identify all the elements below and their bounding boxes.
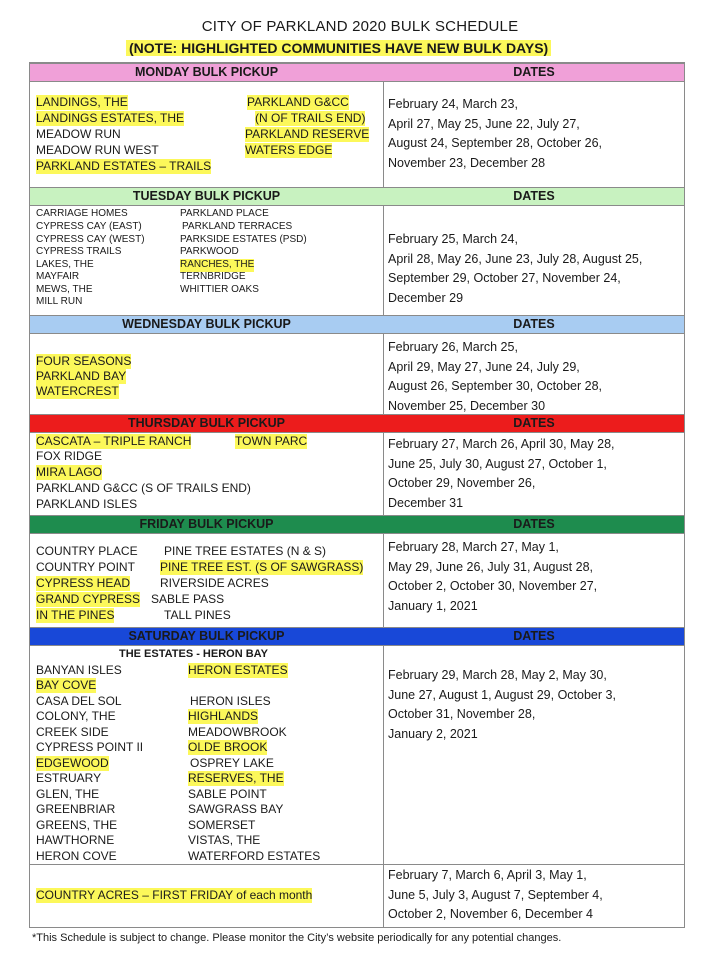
community-item: GREENBRIAR [36,802,116,816]
community-item: RIVERSIDE ACRES [160,576,269,590]
monday-dates-header: DATES [513,65,555,79]
community-item: PARKLAND G&CC (S OF TRAILS END) [36,481,251,495]
thursday-header: THURSDAY BULK PICKUP [128,416,285,430]
community-item: MEADOW RUN [36,127,121,141]
community-item: TERNBRIDGE [180,271,246,282]
community-item: PARKLAND TERRACES [182,221,293,232]
footer-note: *This Schedule is subject to change. Please monitor the City’s website periodically for any potential changes. [32,932,562,944]
community-item: (N OF TRAILS END) [255,111,366,125]
community-item: VISTAS, THE [188,833,261,847]
saturday-dates-header: DATES [513,629,555,643]
community-item: HERON COVE [36,849,117,863]
row-divider [30,864,684,865]
community-item: CASCATA – TRIPLE RANCH [36,434,192,448]
community-item: MEWS, THE [36,284,93,295]
saturday-header: SATURDAY BULK PICKUP [128,629,285,643]
community-item: BANYAN ISLES [36,663,122,677]
community-item: OLDE BROOK [188,740,268,754]
community-item: RESERVES, THE [188,771,284,785]
community-item: GRAND CYPRESS [36,592,141,606]
tuesday-header: TUESDAY BULK PICKUP [132,189,281,203]
community-item: MILL RUN [36,296,83,307]
saturday-header-row [30,627,684,646]
saturday-dates: February 29, March 28, May 2, May 30, June 27, August 1, August 29, October 3, October 31, November 28, January 2, 2021 [388,668,616,741]
community-item: CARRIAGE HOMES [36,208,128,219]
community-item: MEADOW RUN WEST [36,143,159,157]
community-item: LANDINGS ESTATES, THE [36,111,185,125]
wednesday-dates: February 26, March 25, April 29, May 27, June 24, July 29, August 26, September 30, October 28, November 25, December 30 [388,340,603,413]
community-item: ESTRUARY [36,771,102,785]
community-item: HIGHLANDS [188,709,259,723]
community-item: GREENS, THE [36,818,118,832]
community-item: HERON ISLES [190,694,271,708]
community-item: CYPRESS CAY (WEST) [36,234,145,245]
monday-header: MONDAY BULK PICKUP [134,65,279,79]
community-item: MAYFAIR [36,271,80,282]
community-item: CYPRESS POINT II [36,740,144,754]
community-item: CYPRESS TRAILS [36,246,122,257]
community-item: WHITTIER OAKS [180,284,259,295]
community-item: SABLE PASS [151,592,225,606]
community-item: EDGEWOOD [36,756,109,770]
community-item: CYPRESS CAY (EAST) [36,221,142,232]
tuesday-header-row [30,187,684,206]
community-item: OSPREY LAKE [190,756,274,770]
thursday-dates-header: DATES [513,416,555,430]
community-item: PARKWOOD [180,246,239,257]
monday-dates: February 24, March 23, April 27, May 25, June 22, July 27, August 24, September 28, October 26, November 23, December 28 [388,97,603,170]
community-item: PARKLAND G&CC [247,95,349,109]
community-item: WATERFORD ESTATES [188,849,321,863]
community-item: TOWN PARC [235,434,308,448]
community-item: PARKLAND ESTATES – TRAILS [36,159,212,173]
community-item: WATERCREST [36,384,119,398]
schedule-table [29,62,685,928]
saturday-subheader: THE ESTATES - HERON BAY [119,648,268,660]
tuesday-dates: February 25, March 24, April 28, May 26, June 23, July 28, August 25, September 29, October 27, November 24, December 29 [388,232,643,305]
community-item: PARKLAND BAY [36,369,127,383]
thursday-header-row [30,414,684,433]
community-item: SOMERSET [188,818,256,832]
thursday-dates: February 27, March 26, April 30, May 28, June 25, July 30, August 27, October 1, October 29, November 26, December 31 [388,437,615,510]
community-item: COUNTRY ACRES – FIRST FRIDAY of each month [36,888,313,902]
wednesday-header: WEDNESDAY BULK PICKUP [122,317,291,331]
community-item: PARKLAND RESERVE [245,127,370,141]
community-item: PINE TREE EST. (S OF SAWGRASS) [160,560,364,574]
community-item: PARKLAND PLACE [180,208,269,219]
community-item: HERON ESTATES [188,663,288,677]
monday-header-row [30,63,684,82]
tuesday-dates-header: DATES [513,189,555,203]
community-item: FOX RIDGE [36,449,103,463]
page-title: CITY OF PARKLAND 2020 BULK SCHEDULE [201,18,519,35]
friday-dates: February 28, March 27, May 1, May 29, June 26, July 31, August 28, October 2, October 30, November 27, January 1, 2021 [388,540,598,613]
community-item: BAY COVE [36,678,97,692]
community-item: CYPRESS HEAD [36,576,131,590]
community-item: PARKLAND ISLES [36,497,138,511]
community-item: LANDINGS, THE [36,95,128,109]
community-item: GLEN, THE [36,787,100,801]
community-item: COUNTRY POINT [36,560,135,574]
community-item: MEADOWBROOK [188,725,287,739]
community-item: LAKES, THE [36,259,94,270]
friday-header-row [30,515,684,534]
community-item: CASA DEL SOL [36,694,122,708]
community-item: IN THE PINES [36,608,115,622]
community-item: MIRA LAGO [36,465,103,479]
community-item: PINE TREE ESTATES (N & S) [164,544,327,558]
wednesday-header-row [30,315,684,334]
friday-header: FRIDAY BULK PICKUP [139,517,274,531]
community-item: PARKSIDE ESTATES (PSD) [180,234,307,245]
community-item: FOUR SEASONS [36,354,132,368]
highlight-note: (NOTE: HIGHLIGHTED COMMUNITIES HAVE NEW BULK DAYS) [126,40,551,56]
community-item: SABLE POINT [188,787,267,801]
country-acres-dates: February 7, March 6, April 3, May 1, June 5, July 3, August 7, September 4, October 2, November 6, December 4 [388,868,603,921]
community-item: COUNTRY PLACE [36,544,138,558]
community-item: WATERS EDGE [245,143,333,157]
wednesday-dates-header: DATES [513,317,555,331]
friday-dates-header: DATES [513,517,555,531]
community-item: CREEK SIDE [36,725,109,739]
community-item: HAWTHORNE [36,833,115,847]
community-item: RANCHES, THE [180,259,255,270]
community-item: TALL PINES [164,608,231,622]
community-item: SAWGRASS BAY [188,802,284,816]
community-item: COLONY, THE [36,709,116,723]
